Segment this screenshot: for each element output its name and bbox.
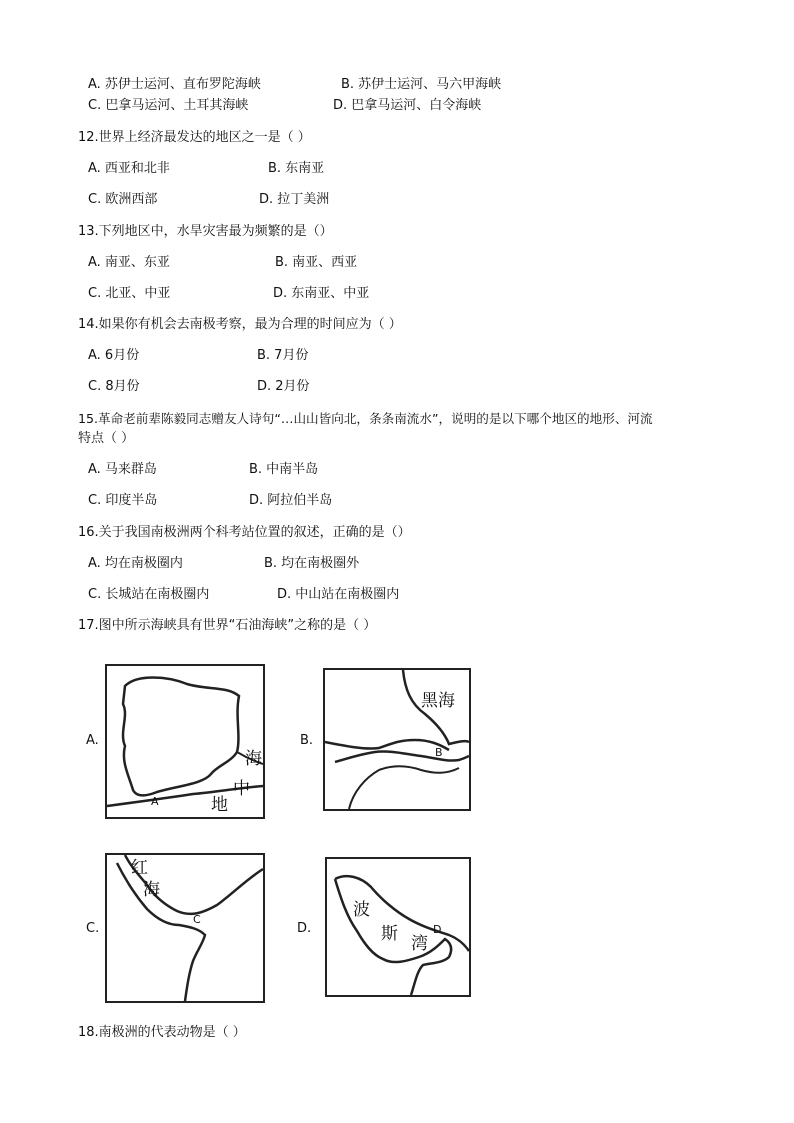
q13-option-b: B. 南亚、西亚 [275,255,358,270]
q12-option-a: A. 西亚和北非 [88,161,170,176]
map-d-label: D. [297,921,312,936]
q12-option-b: B. 东南亚 [268,161,325,176]
map-c-bab-el-mandeb [105,853,265,1003]
q16-option-c: C. 长城站在南极圈内 [88,587,210,602]
q13-option-a: A. 南亚、东亚 [88,255,170,270]
q11-option-c: C. 巴拿马运河、土耳其海峡 [88,98,249,113]
q11-option-a: A. 苏伊士运河、直布罗陀海峡 [88,77,261,92]
map-d-text-2: 斯 [381,924,398,944]
q14-option-a: A. 6月份 [88,348,140,363]
map-b-marker: B [435,746,443,759]
q16-stem: 16.关于我国南极洲两个科考站位置的叙述，正确的是（） [78,525,411,540]
map-b-turkish-straits [323,668,471,811]
q13-option-d: D. 东南亚、中亚 [273,286,370,301]
q14-option-b: B. 7月份 [257,348,309,363]
q16-option-b: B. 均在南极圈外 [264,556,360,571]
q15-option-b: B. 中南半岛 [249,462,319,477]
q12-option-c: C. 欧洲西部 [88,192,158,207]
q12-option-d: D. 拉丁美洲 [259,192,330,207]
map-a-strait-of-gibraltar [105,664,265,819]
map-d-drawing [327,859,469,995]
q14-option-d: D. 2月份 [257,379,310,394]
map-d-strait-of-hormuz [325,857,471,997]
q16-option-d: D. 中山站在南极圈内 [277,587,400,602]
map-b-drawing [325,670,469,809]
q13-option-c: C. 北亚、中亚 [88,286,171,301]
q15-option-d: D. 阿拉伯半岛 [249,493,333,508]
q14-option-c: C. 8月份 [88,379,140,394]
map-a-text-2: 中 [233,779,250,799]
q18-stem: 18.南极洲的代表动物是（ ） [78,1025,246,1040]
q15-stem-line1: 15.革命老前辈陈毅同志赠友人诗句“…山山皆向北，条条南流水”，说明的是以下哪个地区的地形、河流 [78,411,653,426]
q17-stem: 17.图中所示海峡具有世界“石油海峡”之称的是（ ） [78,618,377,633]
map-d-text-3: 湾 [411,934,428,954]
q16-option-a: A. 均在南极圈内 [88,556,183,571]
q12-stem: 12.世界上经济最发达的地区之一是（ ） [78,130,311,145]
q15-stem-line2: 特点（ ） [78,431,135,446]
map-c-marker: C [193,913,201,926]
map-b-label: B. [300,733,314,748]
q13-stem: 13.下列地区中，水旱灾害最为频繁的是（） [78,224,333,239]
q14-stem: 14.如果你有机会去南极考察，最为合理的时间应为（ ） [78,317,402,332]
map-a-text-1: 海 [245,749,262,769]
map-a-text-3: 地 [211,795,228,815]
q11-option-d: D. 巴拿马运河、白令海峡 [333,98,482,113]
q11-option-b: B. 苏伊士运河、马六甲海峡 [341,77,502,92]
map-a-marker: A [151,795,159,808]
map-d-marker: D [433,923,442,936]
map-c-text-1: 红 [131,858,148,878]
q15-option-a: A. 马来群岛 [88,462,157,477]
map-c-label: C. [86,921,100,936]
map-c-text-2: 海 [143,880,160,900]
map-a-label: A. [86,733,99,748]
map-d-text-1: 波 [353,900,370,920]
map-a-drawing [107,666,263,817]
q15-option-c: C. 印度半岛 [88,493,158,508]
map-b-text-1: 黑海 [421,691,455,711]
map-c-drawing [107,855,263,1001]
